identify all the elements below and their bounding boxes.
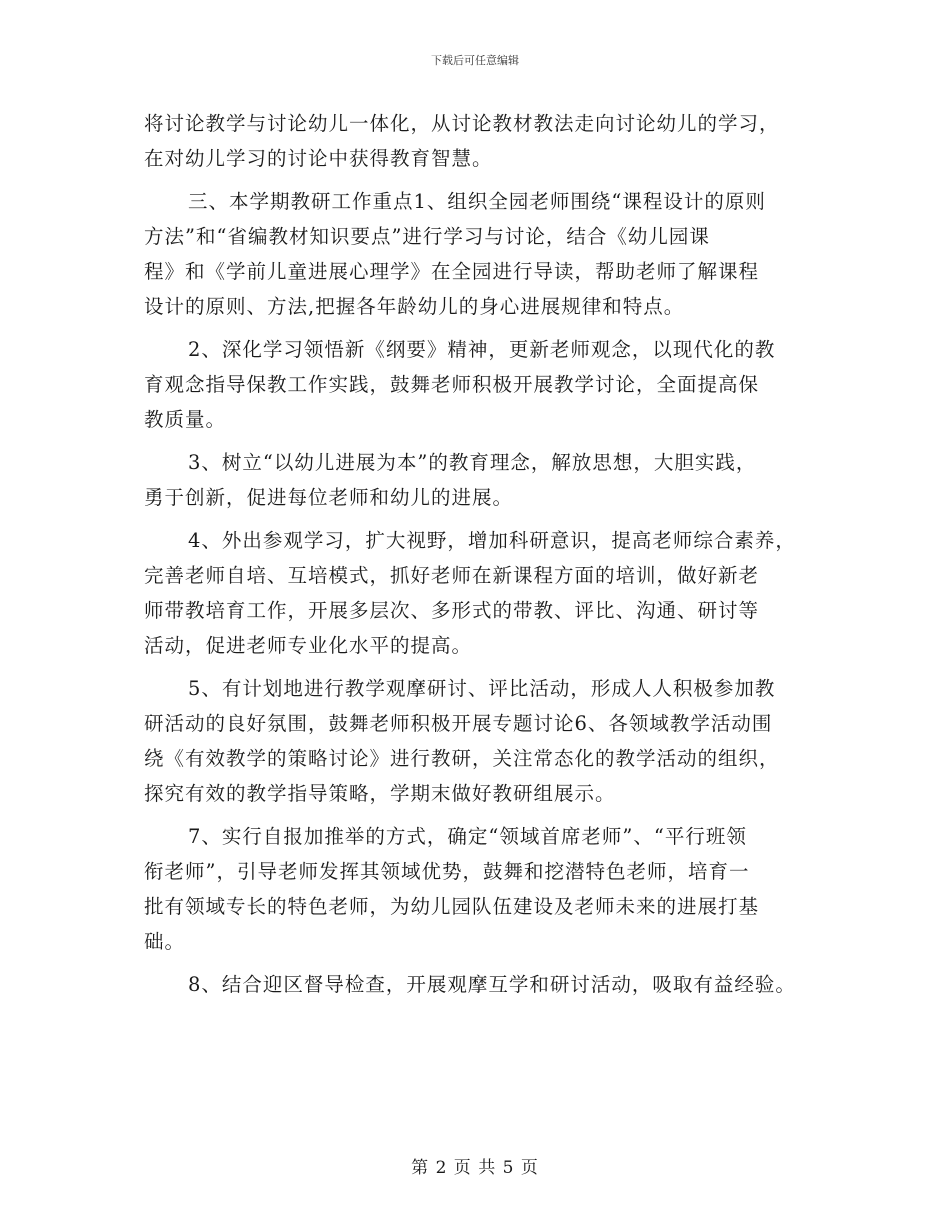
text-line: 方法”和“省编教材知识要点”进行学习与讨论，结合《幼儿园课 [144,225,710,248]
text-line: 完善老师自培、互培模式，抓好老师在新课程方面的培训，做好新老 [144,564,760,587]
text-line: 3、树立“以幼儿进展为本”的教育理念，解放思想，大胆实践， [188,451,757,474]
text-line: 师带教培育工作，开展多层次、多形式的带教、评比、沟通、研讨等 [144,599,760,622]
paragraph [144,332,844,437]
page-number: 第 2 页 共 5 页 [411,1158,539,1178]
text-line: 绕《有效教学的策略讨论》进行教研，关注常态化的教学活动的组织， [144,747,780,770]
text-line: 在对幼儿学习的讨论中获得教育智慧。 [144,147,493,170]
text-line: 8、结合迎区督导检查，开展观摩互学和研讨活动，吸取有益经验。 [188,973,796,996]
text-line: 教质量。 [144,408,227,431]
text-line: 育观念指导保教工作实践，鼓舞老师积极开展教学讨论，全面提高保 [144,373,760,396]
text-line: 设计的原则、方法,把握各年龄幼儿的身心进展规律和特点。 [144,295,685,318]
text-line: 5、有计划地进行教学观摩研讨、评比活动，形成人人积极参加教 [188,677,776,700]
text-line: 将讨论教学与讨论幼儿一体化，从讨论教材教法走向讨论幼儿的学习， [144,112,780,135]
text-line: 衔老师”，引导老师发挥其领域优势，鼓舞和挖潜特色老师，培育一 [144,860,750,883]
document-body [144,106,844,1010]
text-line: 三、本学期教研工作重点1、组织全园老师围绕“课程设计的原则 [188,190,766,213]
text-line: 研活动的良好氛围，鼓舞老师积极开展专题讨论6、各领域教学活动围 [144,712,773,735]
paragraph [144,445,844,515]
text-line: 础。 [144,930,186,953]
paragraph [144,671,844,811]
page-header-note: 下载后可任意编辑 [431,54,519,67]
text-line: 活动，促进老师专业化水平的提高。 [144,634,473,657]
text-line: 7、实行自报加推举的方式，确定“领域首席老师”、“平行班领 [188,825,747,848]
text-line: 探究有效的教学指导策略，学期末做好教研组展示。 [144,782,616,805]
text-line: 4、外出参观学习，扩大视野，增加科研意识，提高老师综合素养， [188,529,796,552]
paragraph [144,523,844,663]
text-line: 批有领域专长的特色老师，为幼儿园队伍建设及老师未来的进展打基 [144,895,760,918]
text-line: 2、深化学习领悟新《纲要》精神，更新老师观念，以现代化的教 [188,338,776,361]
paragraph [144,184,844,324]
text-line: 勇于创新，促进每位老师和幼儿的进展。 [144,486,514,509]
text-line: 程》和《学前儿童进展心理学》在全园进行导读，帮助老师了解课程 [144,260,760,283]
paragraph [144,967,844,1002]
paragraph [144,819,844,959]
paragraph [144,106,844,176]
